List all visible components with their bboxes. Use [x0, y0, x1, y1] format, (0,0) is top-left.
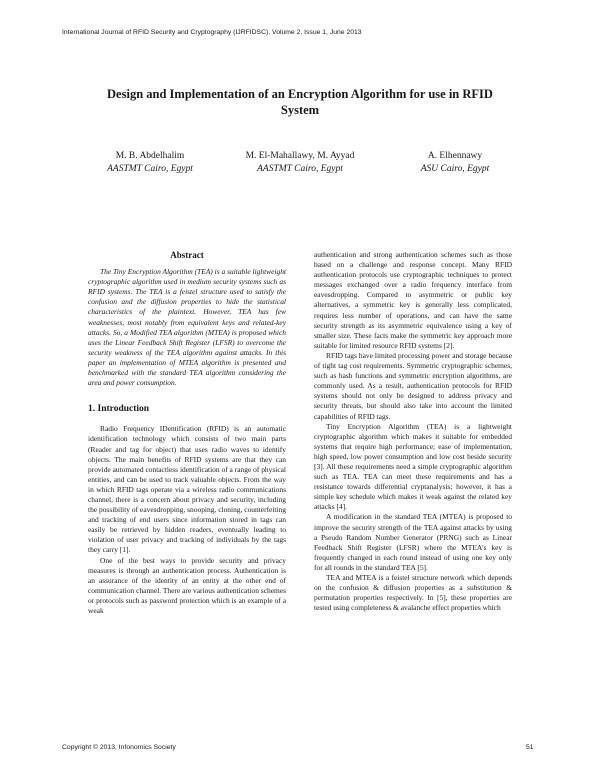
abstract-heading: Abstract — [170, 250, 204, 260]
author-block — [385, 150, 525, 175]
author-affiliation: AASTMT Cairo, Egypt — [107, 163, 193, 174]
abstract-text: The Tiny Encryption Algorithm (TEA) is a suitable lightweight cryptographic algorithm used in medium security systems such as RFID systems. The TEA is a feistel structure used to satisfy the confusion and the diffusion properties to hide the statistical characteristics of the plaintext. However, TEA has few weaknesses, most notably from equivalent keys and related-key attacks. So, a Modified TEA algorithm (MTEA) is proposed which uses the Linear Feedback Shift Register (LFSR) to overcome the security weakness of the TEA algorithm against attacks. In this paper an implementation of MTEA algorithm is presented and benchmarked with the standard TEA algorithm considering the area and power consumption. — [88, 267, 286, 388]
paragraph: authentication and strong authentication schemes such as those based on a challenge and response concept. Many RFID authentication protocols use cryptographic techniques to protect messages exchanged over a radio frequency interface from eavesdropping. Compared to asymmetric or public key alternatives, a symmetric key is generally less complicated, requires less number of operations, and can have the same security strength as its asymmetric equivalence using a key of smaller size. These facts make the symmetric key approach more suitable for limited resource RFID systems [2]. — [314, 250, 512, 350]
paragraph: TEA and MTEA is a feistel structure network which depends on the confusion & diffusion properties as a substitution & permutation properties respectively. In [5], these properties are tested using completeness & avalanche effect properties which — [314, 573, 512, 613]
author-block — [80, 150, 220, 175]
left-column — [88, 250, 286, 616]
author-affiliation: ASU Cairo, Egypt — [420, 163, 490, 174]
paragraph: Radio Frequency IDentification (RFID) is an automatic identification technology which consists of two main parts (Reader and tag for object) that uses radio waves to identify objects. The main benefits of RFID systems are that they can provide automated contactless identification of a range of physical entities, and can be used to track valuable objects. From the way in which RFID tags operate via a wireless radio communications channel, there is a concern about privacy and security, including the possibility of eavesdropping, snooping, cloning, counterfeiting and tracking of end users since information stored in tags can easily be retrieved by hidden readers, eventually leading to violation of user privacy and tracking of individuals by the tags they carry [1]. — [88, 424, 286, 555]
paragraph: One of the best ways to provide security and privacy measures is through an authentication process. Authentication is an assurance of the identity of an entity at the other end of communication channel. There are various authentication schemes or protocols such as password protection which is an example of a weak — [88, 555, 286, 615]
author-affiliation: AASTMT Cairo, Egypt — [257, 163, 343, 174]
author-block — [230, 150, 370, 175]
author-name: A. Elhennawy — [427, 151, 483, 161]
author-name: M. B. Abdelhalim — [115, 151, 185, 161]
copyright-footer: Copyright © 2013, Infonomics Society — [62, 744, 176, 751]
paragraph: RFID tags have limited processing power and storage because of tight tag cost requirements. Symmetric cryptographic schemes, such as hash functions and symmetric encryption algorithms, are commonly used. As a result, authentication protocols for RFID systems should not only be designed to address privacy and security threats, but should also take into account the limited capabilities of RFID tags. — [314, 350, 512, 421]
paper-title: Design and Implementation of an Encryption Algorithm for use in RFID System — [107, 87, 493, 117]
paragraph: A modification in the standard TEA (MTEA) is proposed to improve the security strength of the TEA against attacks by using a Pseudo Random Number Generator (PRNG) such as Linear Feedback Shift Register (LFSR) where the MTEA's key is frequently changed in each round instead of using one key only for all rounds in the standard TEA [5]. — [314, 512, 512, 572]
section-heading-introduction: 1. Introduction — [88, 404, 150, 415]
right-column — [314, 250, 512, 613]
page-number: 51 — [526, 744, 534, 751]
author-name: M. El-Mahallawy, M. Ayyad — [245, 151, 355, 161]
journal-header: International Journal of RFID Security and Cryptography (IJRFIDSC), Volume 2, Issue 1, June 2013 — [62, 29, 362, 36]
paragraph: Tiny Encryption Algorithm (TEA) is a lightweight cryptographic algorithm which makes it suitable for embedded systems that require high performance; ease of implementation, high speed, low power consumption and low cost beside security [3]. All these requirements need a simple cryptographic algorithm such as TEA. TEA can meet these requirements and has a resistance towards differential cryptanalysis; however, it has a simple key schedule which makes it weak against the related key attacks [4]. — [314, 421, 512, 512]
